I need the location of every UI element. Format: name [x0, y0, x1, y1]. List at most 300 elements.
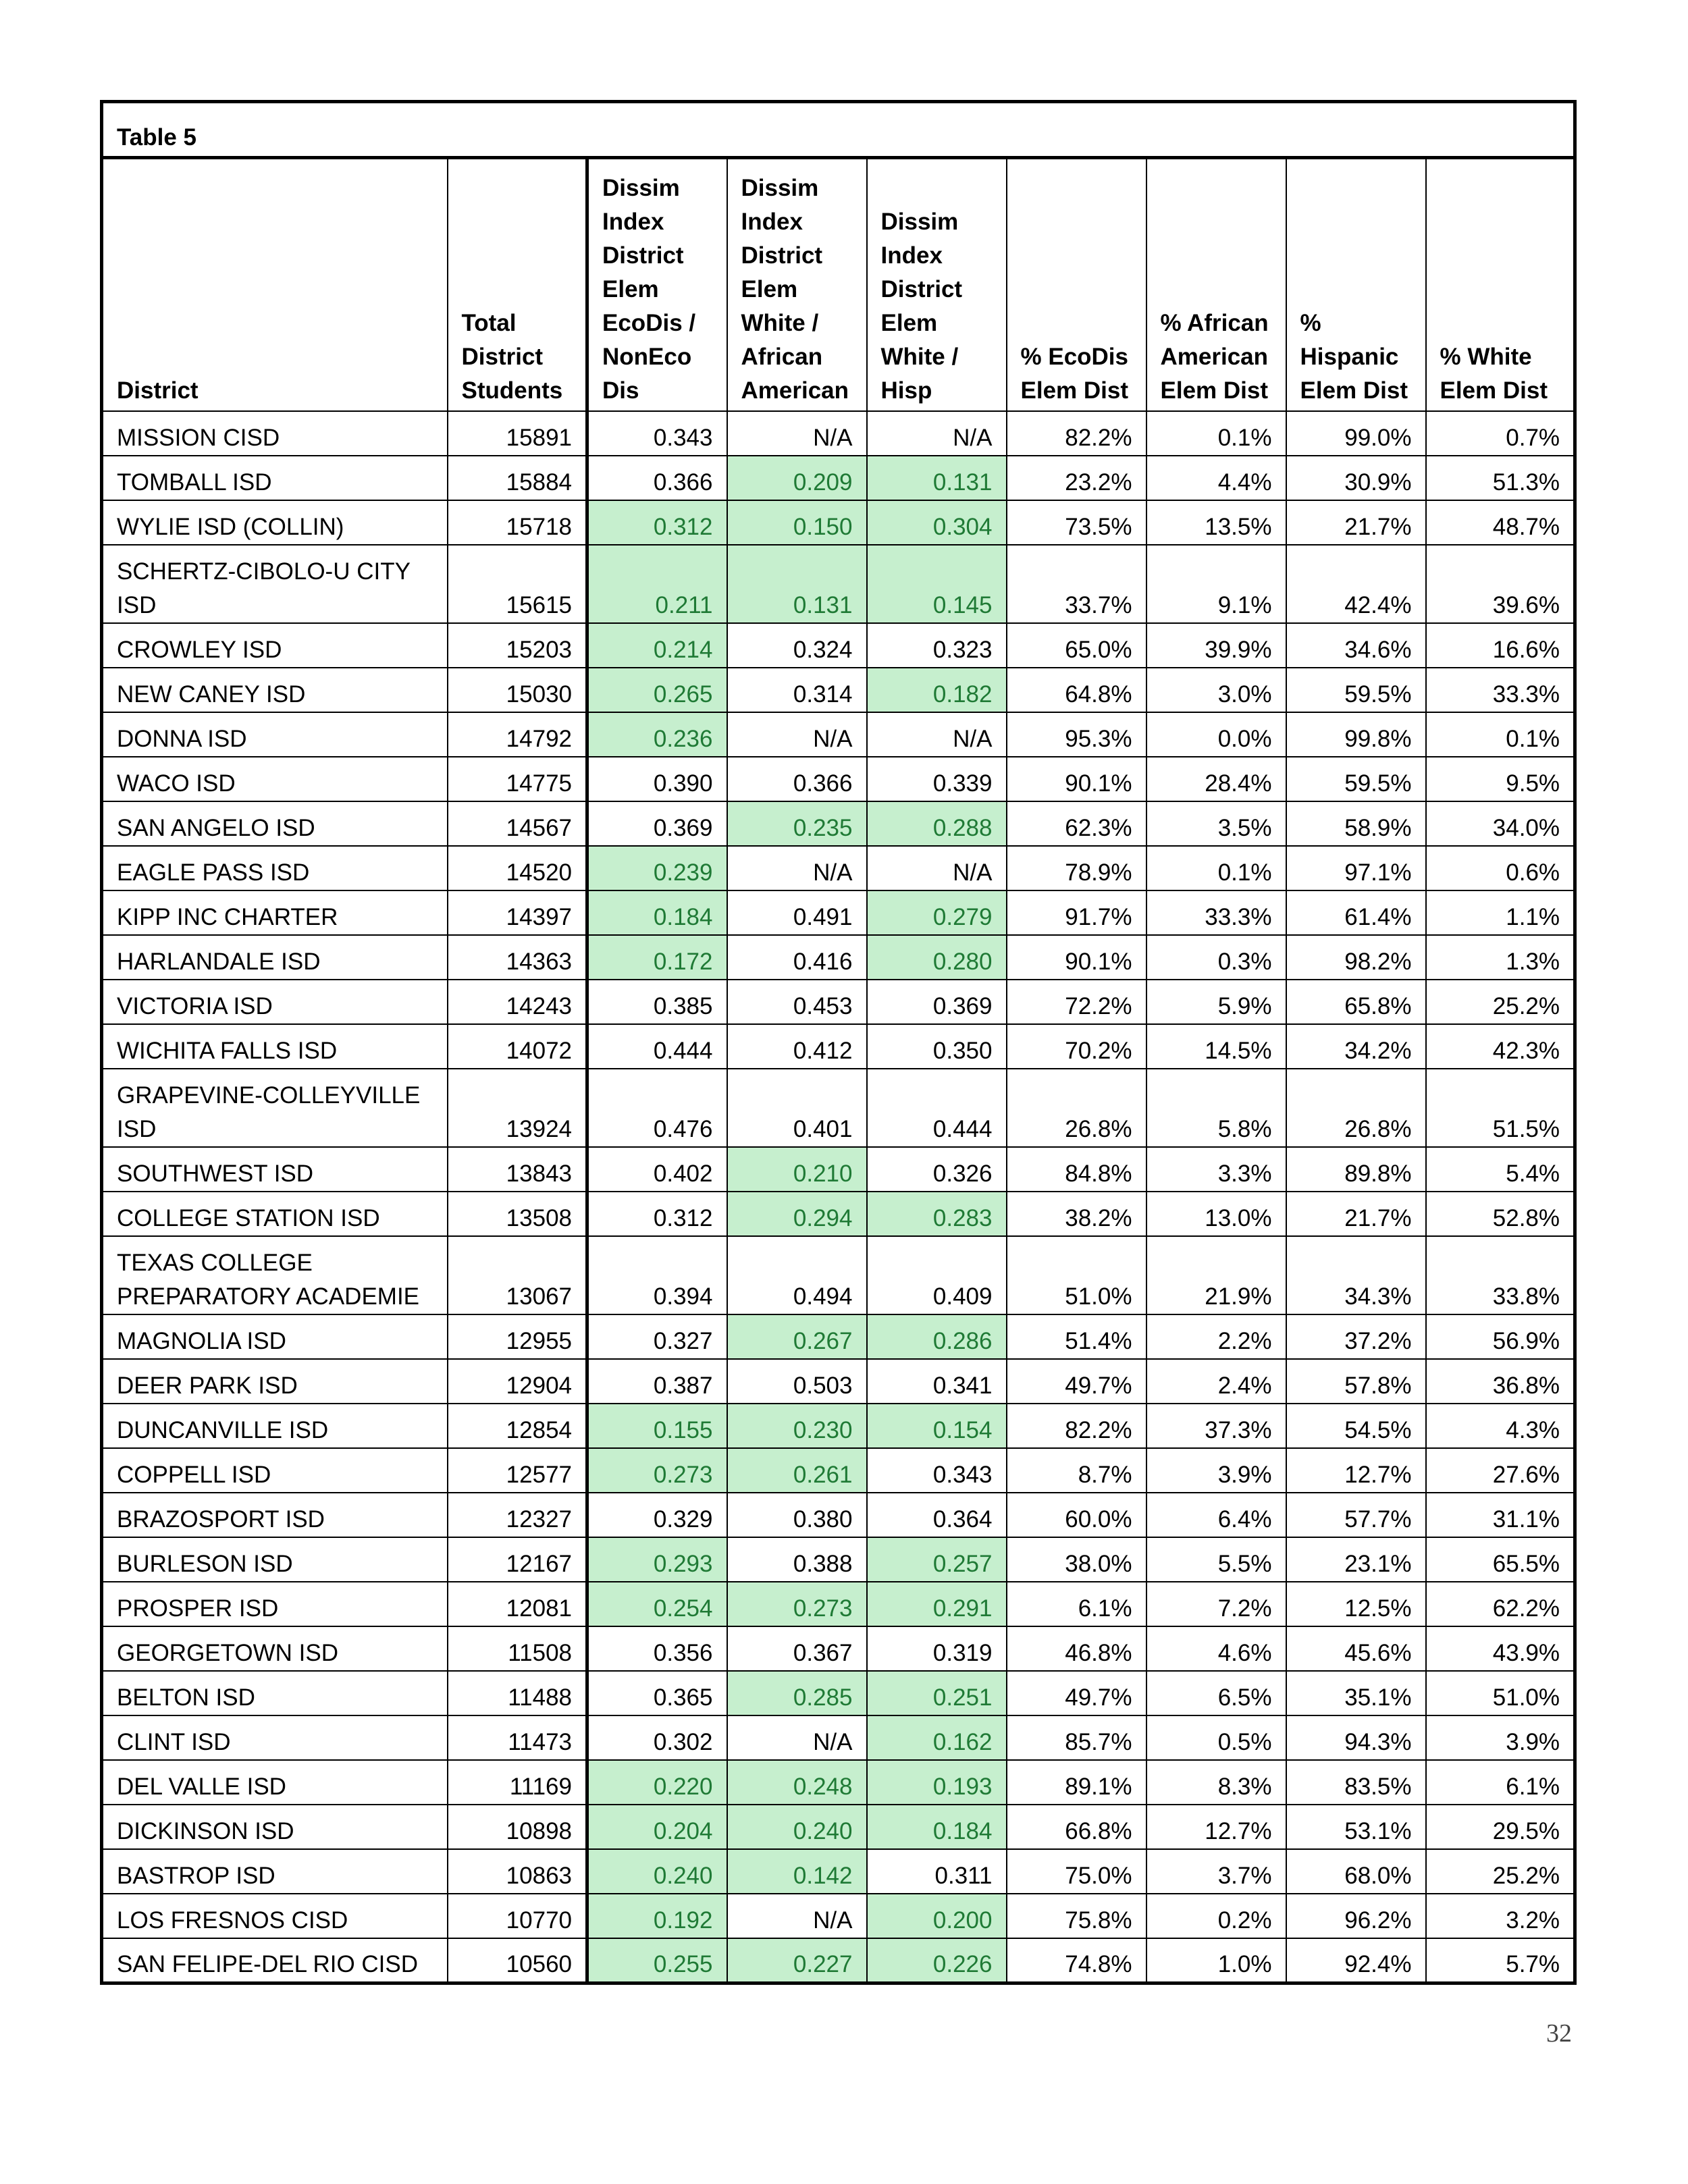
- dissim-ecodis-cell: 0.390: [587, 757, 727, 801]
- dissim-white-african-american-cell: 0.453: [727, 980, 867, 1024]
- pct-ecodis-cell: 38.2%: [1007, 1192, 1146, 1236]
- table-body: [102, 411, 1575, 1983]
- total-students-cell: 12081: [448, 1582, 587, 1626]
- dissim-white-african-american-cell: 0.210: [727, 1147, 867, 1192]
- dissim-white-african-american-cell: 0.367: [727, 1626, 867, 1671]
- district-cell: WICHITA FALLS ISD: [102, 1024, 448, 1069]
- district-cell: DONNA ISD: [102, 712, 448, 757]
- dissim-ecodis-cell: 0.255: [587, 1938, 727, 1983]
- total-students-cell: 14775: [448, 757, 587, 801]
- pct-ecodis-cell: 75.8%: [1007, 1894, 1146, 1938]
- table-row: [102, 1493, 1575, 1537]
- pct-african-american-cell: 3.0%: [1146, 668, 1286, 712]
- table-row: [102, 1760, 1575, 1805]
- pct-ecodis-cell: 90.1%: [1007, 935, 1146, 980]
- pct-white-cell: 1.3%: [1426, 935, 1575, 980]
- pct-african-american-cell: 4.6%: [1146, 1626, 1286, 1671]
- dissim-ecodis-cell: 0.369: [587, 801, 727, 846]
- pct-hispanic-cell: 97.1%: [1286, 846, 1426, 890]
- total-students-cell: 11488: [448, 1671, 587, 1715]
- dissim-white-hisp-cell: 0.251: [867, 1671, 1007, 1715]
- dissim-ecodis-cell: 0.265: [587, 668, 727, 712]
- dissim-white-african-american-cell: 0.285: [727, 1671, 867, 1715]
- total-students-cell: 15030: [448, 668, 587, 712]
- total-students-cell: 11169: [448, 1760, 587, 1805]
- pct-ecodis-cell: 90.1%: [1007, 757, 1146, 801]
- table-row: [102, 1448, 1575, 1493]
- table-row: [102, 1805, 1575, 1849]
- pct-ecodis-cell: 49.7%: [1007, 1359, 1146, 1404]
- district-cell: BURLESON ISD: [102, 1537, 448, 1582]
- total-students-cell: 10863: [448, 1849, 587, 1894]
- dissim-ecodis-cell: 0.236: [587, 712, 727, 757]
- dissim-white-african-american-cell: 0.324: [727, 623, 867, 668]
- pct-african-american-cell: 6.4%: [1146, 1493, 1286, 1537]
- pct-african-american-cell: 12.7%: [1146, 1805, 1286, 1849]
- dissim-white-african-american-cell: N/A: [727, 1894, 867, 1938]
- dissim-white-hisp-cell: N/A: [867, 712, 1007, 757]
- pct-african-american-cell: 8.3%: [1146, 1760, 1286, 1805]
- total-students-cell: 14363: [448, 935, 587, 980]
- pct-ecodis-cell: 51.0%: [1007, 1236, 1146, 1314]
- dissim-ecodis-cell: 0.214: [587, 623, 727, 668]
- pct-african-american-cell: 3.9%: [1146, 1448, 1286, 1493]
- total-students-cell: 15884: [448, 456, 587, 500]
- dissim-white-african-american-cell: 0.248: [727, 1760, 867, 1805]
- pct-ecodis-cell: 64.8%: [1007, 668, 1146, 712]
- table-row: [102, 980, 1575, 1024]
- dissim-ecodis-cell: 0.192: [587, 1894, 727, 1938]
- dissim-white-hisp-cell: N/A: [867, 846, 1007, 890]
- table-row: [102, 935, 1575, 980]
- total-students-cell: 15615: [448, 545, 587, 623]
- total-students-cell: 14397: [448, 890, 587, 935]
- dissim-white-hisp-cell: 0.145: [867, 545, 1007, 623]
- dissim-ecodis-cell: 0.312: [587, 500, 727, 545]
- pct-white-cell: 5.7%: [1426, 1938, 1575, 1983]
- table-row: [102, 1359, 1575, 1404]
- pct-ecodis-cell: 33.7%: [1007, 545, 1146, 623]
- pct-african-american-cell: 28.4%: [1146, 757, 1286, 801]
- pct-african-american-cell: 2.2%: [1146, 1314, 1286, 1359]
- pct-hispanic-cell: 57.8%: [1286, 1359, 1426, 1404]
- district-cell: BELTON ISD: [102, 1671, 448, 1715]
- pct-african-american-cell: 14.5%: [1146, 1024, 1286, 1069]
- dissim-ecodis-cell: 0.385: [587, 980, 727, 1024]
- district-cell: GRAPEVINE-COLLEYVILLE ISD: [102, 1069, 448, 1147]
- total-students-cell: 12167: [448, 1537, 587, 1582]
- dissim-white-african-american-cell: 0.227: [727, 1938, 867, 1983]
- district-cell: WACO ISD: [102, 757, 448, 801]
- pct-african-american-cell: 0.3%: [1146, 935, 1286, 980]
- pct-white-cell: 65.5%: [1426, 1537, 1575, 1582]
- pct-white-cell: 16.6%: [1426, 623, 1575, 668]
- total-students-cell: 12327: [448, 1493, 587, 1537]
- total-students-cell: 11473: [448, 1715, 587, 1760]
- pct-hispanic-cell: 98.2%: [1286, 935, 1426, 980]
- dissim-white-hisp-cell: 0.288: [867, 801, 1007, 846]
- dissim-white-hisp-cell: 0.200: [867, 1894, 1007, 1938]
- pct-white-cell: 5.4%: [1426, 1147, 1575, 1192]
- pct-white-cell: 4.3%: [1426, 1404, 1575, 1448]
- pct-white-cell: 25.2%: [1426, 980, 1575, 1024]
- dissim-white-african-american-cell: 0.273: [727, 1582, 867, 1626]
- pct-hispanic-cell: 99.0%: [1286, 411, 1426, 456]
- total-students-cell: 10898: [448, 1805, 587, 1849]
- table-row: [102, 1938, 1575, 1983]
- dissim-white-hisp-cell: 0.409: [867, 1236, 1007, 1314]
- dissim-white-hisp-cell: 0.350: [867, 1024, 1007, 1069]
- pct-african-american-cell: 0.5%: [1146, 1715, 1286, 1760]
- pct-hispanic-cell: 35.1%: [1286, 1671, 1426, 1715]
- dissim-ecodis-cell: 0.293: [587, 1537, 727, 1582]
- pct-african-american-cell: 9.1%: [1146, 545, 1286, 623]
- table-row: [102, 1671, 1575, 1715]
- dissim-white-hisp-cell: 0.343: [867, 1448, 1007, 1493]
- total-students-cell: 14072: [448, 1024, 587, 1069]
- pct-white-cell: 6.1%: [1426, 1760, 1575, 1805]
- pct-ecodis-cell: 49.7%: [1007, 1671, 1146, 1715]
- pct-white-cell: 51.5%: [1426, 1069, 1575, 1147]
- pct-hispanic-cell: 59.5%: [1286, 668, 1426, 712]
- district-cell: GEORGETOWN ISD: [102, 1626, 448, 1671]
- dissim-ecodis-cell: 0.204: [587, 1805, 727, 1849]
- dissim-white-hisp-cell: N/A: [867, 411, 1007, 456]
- pct-ecodis-cell: 82.2%: [1007, 411, 1146, 456]
- table-row: [102, 1894, 1575, 1938]
- total-students-cell: 11508: [448, 1626, 587, 1671]
- district-cell: MISSION CISD: [102, 411, 448, 456]
- pct-ecodis-cell: 91.7%: [1007, 890, 1146, 935]
- dissim-white-african-american-cell: 0.412: [727, 1024, 867, 1069]
- dissim-ecodis-cell: 0.312: [587, 1192, 727, 1236]
- district-cell: SAN ANGELO ISD: [102, 801, 448, 846]
- dissim-white-african-american-header: Dissim Index District Elem White / African American: [727, 158, 867, 412]
- pct-white-cell: 42.3%: [1426, 1024, 1575, 1069]
- district-cell: DICKINSON ISD: [102, 1805, 448, 1849]
- dissim-white-hisp-cell: 0.319: [867, 1626, 1007, 1671]
- page-number: 32: [1546, 2019, 1572, 2048]
- pct-white-cell: 25.2%: [1426, 1849, 1575, 1894]
- header-row: [102, 158, 1575, 412]
- pct-ecodis-cell: 84.8%: [1007, 1147, 1146, 1192]
- pct-white-cell: 3.2%: [1426, 1894, 1575, 1938]
- total-students-cell: 12904: [448, 1359, 587, 1404]
- dissim-white-african-american-cell: 0.209: [727, 456, 867, 500]
- dissim-white-hisp-cell: 0.182: [867, 668, 1007, 712]
- table-row: [102, 668, 1575, 712]
- table-row: [102, 1069, 1575, 1147]
- pct-white-cell: 51.0%: [1426, 1671, 1575, 1715]
- table-row: [102, 456, 1575, 500]
- dissim-ecodis-cell: 0.220: [587, 1760, 727, 1805]
- pct-ecodis-cell: 65.0%: [1007, 623, 1146, 668]
- total-students-cell: 14792: [448, 712, 587, 757]
- table-row: [102, 500, 1575, 545]
- pct-white-cell: 36.8%: [1426, 1359, 1575, 1404]
- district-cell: MAGNOLIA ISD: [102, 1314, 448, 1359]
- pct-hispanic-cell: 65.8%: [1286, 980, 1426, 1024]
- pct-hispanic-cell: 37.2%: [1286, 1314, 1426, 1359]
- pct-african-american-cell: 2.4%: [1146, 1359, 1286, 1404]
- total-students-cell: 15203: [448, 623, 587, 668]
- district-cell: DEL VALLE ISD: [102, 1760, 448, 1805]
- table-row: [102, 757, 1575, 801]
- table-row: [102, 1147, 1575, 1192]
- dissim-white-african-american-cell: 0.261: [727, 1448, 867, 1493]
- dissim-white-african-american-cell: 0.150: [727, 500, 867, 545]
- pct-ecodis-cell: 23.2%: [1007, 456, 1146, 500]
- district-cell: KIPP INC CHARTER: [102, 890, 448, 935]
- pct-ecodis-cell: 60.0%: [1007, 1493, 1146, 1537]
- district-cell: NEW CANEY ISD: [102, 668, 448, 712]
- pct-white-cell: 33.8%: [1426, 1236, 1575, 1314]
- district-cell: LOS FRESNOS CISD: [102, 1894, 448, 1938]
- pct-ecodis-cell: 82.2%: [1007, 1404, 1146, 1448]
- dissim-ecodis-cell: 0.402: [587, 1147, 727, 1192]
- dissim-white-african-american-cell: 0.416: [727, 935, 867, 980]
- dissim-ecodis-cell: 0.476: [587, 1069, 727, 1147]
- pct-african-american-cell: 4.4%: [1146, 456, 1286, 500]
- pct-hispanic-cell: 99.8%: [1286, 712, 1426, 757]
- dissim-white-african-american-cell: 0.294: [727, 1192, 867, 1236]
- pct-ecodis-cell: 72.2%: [1007, 980, 1146, 1024]
- total-students-cell: 13843: [448, 1147, 587, 1192]
- pct-hispanic-cell: 12.5%: [1286, 1582, 1426, 1626]
- pct-african-american-cell: 7.2%: [1146, 1582, 1286, 1626]
- total-students-cell: 12577: [448, 1448, 587, 1493]
- dissim-ecodis-cell: 0.329: [587, 1493, 727, 1537]
- district-cell: EAGLE PASS ISD: [102, 846, 448, 890]
- pct-hispanic-cell: 21.7%: [1286, 1192, 1426, 1236]
- pct-ecodis-cell: 73.5%: [1007, 500, 1146, 545]
- pct-ecodis-cell: 75.0%: [1007, 1849, 1146, 1894]
- pct-white-cell: 33.3%: [1426, 668, 1575, 712]
- pct-african-american-cell: 33.3%: [1146, 890, 1286, 935]
- pct-ecodis-cell: 46.8%: [1007, 1626, 1146, 1671]
- dissim-white-hisp-cell: 0.323: [867, 623, 1007, 668]
- dissim-white-african-american-cell: 0.388: [727, 1537, 867, 1582]
- pct-hispanic-cell: 54.5%: [1286, 1404, 1426, 1448]
- total-students-cell: 13508: [448, 1192, 587, 1236]
- dissim-white-african-american-cell: 0.230: [727, 1404, 867, 1448]
- pct-hispanic-cell: 57.7%: [1286, 1493, 1426, 1537]
- pct-hispanic-cell: 59.5%: [1286, 757, 1426, 801]
- pct-white-cell: 3.9%: [1426, 1715, 1575, 1760]
- dissim-white-hisp-cell: 0.279: [867, 890, 1007, 935]
- table-row: [102, 1314, 1575, 1359]
- dissim-white-hisp-cell: 0.291: [867, 1582, 1007, 1626]
- dissim-white-hisp-cell: 0.162: [867, 1715, 1007, 1760]
- district-cell: COPPELL ISD: [102, 1448, 448, 1493]
- district-cell: DEER PARK ISD: [102, 1359, 448, 1404]
- pct-hispanic-cell: 34.3%: [1286, 1236, 1426, 1314]
- pct-african-american-cell: 13.0%: [1146, 1192, 1286, 1236]
- dissim-white-african-american-cell: 0.380: [727, 1493, 867, 1537]
- pct-hispanic-cell: 89.8%: [1286, 1147, 1426, 1192]
- dissim-ecodis-cell: 0.211: [587, 545, 727, 623]
- table-row: [102, 1715, 1575, 1760]
- data-table: [100, 100, 1577, 1985]
- total-students-cell: 13067: [448, 1236, 587, 1314]
- pct-ecodis-cell: 70.2%: [1007, 1024, 1146, 1069]
- pct-white-cell: 27.6%: [1426, 1448, 1575, 1493]
- district-cell: PROSPER ISD: [102, 1582, 448, 1626]
- table-row: [102, 411, 1575, 456]
- dissim-ecodis-cell: 0.365: [587, 1671, 727, 1715]
- dissim-white-hisp-cell: 0.283: [867, 1192, 1007, 1236]
- table-row: [102, 623, 1575, 668]
- district-cell: DUNCANVILLE ISD: [102, 1404, 448, 1448]
- pct-ecodis-cell: 51.4%: [1007, 1314, 1146, 1359]
- pct-african-american-cell: 0.1%: [1146, 411, 1286, 456]
- table-row: [102, 1537, 1575, 1582]
- pct-ecodis-header: % EcoDis Elem Dist: [1007, 158, 1146, 412]
- table-row: [102, 1236, 1575, 1314]
- pct-hispanic-cell: 26.8%: [1286, 1069, 1426, 1147]
- dissim-white-hisp-cell: 0.444: [867, 1069, 1007, 1147]
- total-students-cell: 12955: [448, 1314, 587, 1359]
- total-students-cell: 15718: [448, 500, 587, 545]
- dissim-white-african-american-cell: 0.401: [727, 1069, 867, 1147]
- pct-hispanic-cell: 68.0%: [1286, 1849, 1426, 1894]
- pct-hispanic-cell: 61.4%: [1286, 890, 1426, 935]
- pct-white-cell: 29.5%: [1426, 1805, 1575, 1849]
- dissim-white-african-american-cell: 0.491: [727, 890, 867, 935]
- pct-hispanic-cell: 34.2%: [1286, 1024, 1426, 1069]
- district-header: District: [102, 158, 448, 412]
- district-cell: BASTROP ISD: [102, 1849, 448, 1894]
- dissim-white-hisp-cell: 0.193: [867, 1760, 1007, 1805]
- district-cell: CROWLEY ISD: [102, 623, 448, 668]
- pct-hispanic-cell: 92.4%: [1286, 1938, 1426, 1983]
- pct-african-american-cell: 21.9%: [1146, 1236, 1286, 1314]
- table-row: [102, 1192, 1575, 1236]
- table-row: [102, 890, 1575, 935]
- table-row: [102, 1849, 1575, 1894]
- dissim-ecodis-cell: 0.172: [587, 935, 727, 980]
- total-students-cell: 14567: [448, 801, 587, 846]
- pct-white-cell: 52.8%: [1426, 1192, 1575, 1236]
- pct-african-american-cell: 13.5%: [1146, 500, 1286, 545]
- district-cell: SCHERTZ-CIBOLO-U CITY ISD: [102, 545, 448, 623]
- pct-white-cell: 9.5%: [1426, 757, 1575, 801]
- table-row: [102, 1024, 1575, 1069]
- total-students-cell: 10770: [448, 1894, 587, 1938]
- dissim-white-african-american-cell: N/A: [727, 712, 867, 757]
- pct-african-american-cell: 1.0%: [1146, 1938, 1286, 1983]
- pct-white-cell: 39.6%: [1426, 545, 1575, 623]
- pct-african-american-header: % African American Elem Dist: [1146, 158, 1286, 412]
- pct-hispanic-cell: 83.5%: [1286, 1760, 1426, 1805]
- pct-african-american-cell: 6.5%: [1146, 1671, 1286, 1715]
- pct-hispanic-cell: 58.9%: [1286, 801, 1426, 846]
- dissim-ecodis-cell: 0.444: [587, 1024, 727, 1069]
- pct-african-american-cell: 39.9%: [1146, 623, 1286, 668]
- pct-african-american-cell: 0.0%: [1146, 712, 1286, 757]
- table-row: [102, 545, 1575, 623]
- dissim-white-african-american-cell: 0.366: [727, 757, 867, 801]
- pct-white-cell: 31.1%: [1426, 1493, 1575, 1537]
- pct-hispanic-cell: 42.4%: [1286, 545, 1426, 623]
- dissim-ecodis-cell: 0.366: [587, 456, 727, 500]
- table-row: [102, 846, 1575, 890]
- pct-white-header: % White Elem Dist: [1426, 158, 1575, 412]
- dissim-white-hisp-cell: 0.226: [867, 1938, 1007, 1983]
- dissim-ecodis-cell: 0.356: [587, 1626, 727, 1671]
- pct-ecodis-cell: 26.8%: [1007, 1069, 1146, 1147]
- table-row: [102, 1626, 1575, 1671]
- district-cell: TEXAS COLLEGE PREPARATORY ACADEMIE: [102, 1236, 448, 1314]
- dissim-white-hisp-cell: 0.304: [867, 500, 1007, 545]
- table-row: [102, 801, 1575, 846]
- pct-ecodis-cell: 66.8%: [1007, 1805, 1146, 1849]
- dissim-white-african-american-cell: N/A: [727, 1715, 867, 1760]
- dissim-white-hisp-cell: 0.154: [867, 1404, 1007, 1448]
- pct-white-cell: 62.2%: [1426, 1582, 1575, 1626]
- pct-white-cell: 56.9%: [1426, 1314, 1575, 1359]
- pct-ecodis-cell: 85.7%: [1007, 1715, 1146, 1760]
- pct-ecodis-cell: 62.3%: [1007, 801, 1146, 846]
- dissim-white-hisp-cell: 0.369: [867, 980, 1007, 1024]
- pct-african-american-cell: 0.1%: [1146, 846, 1286, 890]
- dissim-white-hisp-cell: 0.326: [867, 1147, 1007, 1192]
- dissim-white-hisp-cell: 0.257: [867, 1537, 1007, 1582]
- dissim-ecodis-cell: 0.155: [587, 1404, 727, 1448]
- pct-african-american-cell: 3.5%: [1146, 801, 1286, 846]
- dissim-white-hisp-cell: 0.311: [867, 1849, 1007, 1894]
- dissim-ecodis-cell: 0.240: [587, 1849, 727, 1894]
- dissim-white-african-american-cell: 0.314: [727, 668, 867, 712]
- dissim-ecodis-cell: 0.302: [587, 1715, 727, 1760]
- pct-hispanic-cell: 12.7%: [1286, 1448, 1426, 1493]
- dissim-white-hisp-cell: 0.286: [867, 1314, 1007, 1359]
- dissim-white-hisp-cell: 0.184: [867, 1805, 1007, 1849]
- district-cell: VICTORIA ISD: [102, 980, 448, 1024]
- table-row: [102, 1404, 1575, 1448]
- pct-white-cell: 1.1%: [1426, 890, 1575, 935]
- dissim-ecodis-cell: 0.239: [587, 846, 727, 890]
- dissim-white-hisp-cell: 0.280: [867, 935, 1007, 980]
- dissim-white-hisp-cell: 0.341: [867, 1359, 1007, 1404]
- pct-hispanic-cell: 34.6%: [1286, 623, 1426, 668]
- total-students-cell: 10560: [448, 1938, 587, 1983]
- pct-white-cell: 0.7%: [1426, 411, 1575, 456]
- dissim-white-hisp-header: Dissim Index District Elem White / Hisp: [867, 158, 1007, 412]
- pct-white-cell: 0.6%: [1426, 846, 1575, 890]
- dissim-white-african-american-cell: 0.240: [727, 1805, 867, 1849]
- table-row: [102, 712, 1575, 757]
- pct-ecodis-cell: 6.1%: [1007, 1582, 1146, 1626]
- district-cell: CLINT ISD: [102, 1715, 448, 1760]
- dissim-white-african-american-cell: N/A: [727, 411, 867, 456]
- dissim-white-african-american-cell: N/A: [727, 846, 867, 890]
- table-title: Table 5: [102, 102, 1575, 158]
- pct-african-american-cell: 5.5%: [1146, 1537, 1286, 1582]
- pct-white-cell: 0.1%: [1426, 712, 1575, 757]
- pct-african-american-cell: 3.3%: [1146, 1147, 1286, 1192]
- pct-hispanic-cell: 53.1%: [1286, 1805, 1426, 1849]
- dissim-ecodis-cell: 0.254: [587, 1582, 727, 1626]
- total-students-cell: 12854: [448, 1404, 587, 1448]
- district-cell: BRAZOSPORT ISD: [102, 1493, 448, 1537]
- pct-hispanic-cell: 45.6%: [1286, 1626, 1426, 1671]
- dissim-white-african-american-cell: 0.503: [727, 1359, 867, 1404]
- dissim-ecodis-cell: 0.343: [587, 411, 727, 456]
- district-cell: SOUTHWEST ISD: [102, 1147, 448, 1192]
- pct-ecodis-cell: 95.3%: [1007, 712, 1146, 757]
- pct-white-cell: 43.9%: [1426, 1626, 1575, 1671]
